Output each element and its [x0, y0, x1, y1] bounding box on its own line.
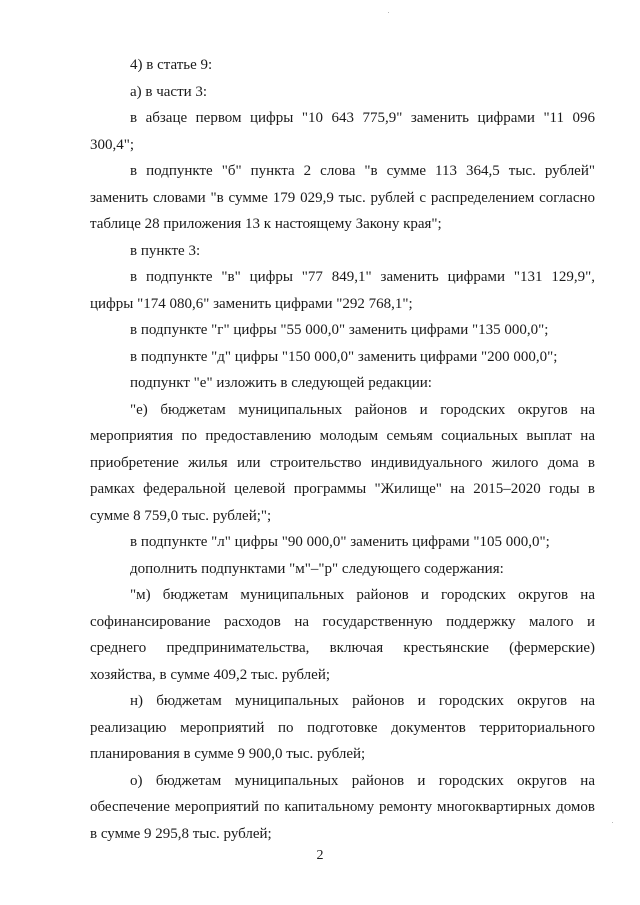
paragraph-subpoint-m: "м) бюджетам муниципальных районов и городских округов на софинансирование расходов на государственную поддержку малого и среднего предпринимательства, включая крестьянские (фермерские) хозяйства, в сумме 409,2 тыс. рублей; — [90, 587, 595, 683]
paragraph-subpoint-e-intro: подпункт "е" изложить в следующей редакции: — [130, 375, 432, 391]
paragraph-subpoint-e-text: "е) бюджетам муниципальных районов и городских округов на мероприятия по предоставлению молодым семьям социальных выплат на приобретение жилья или строительство индивидуального жилого дома в рамках федеральной целевой программы "Жилище" на 2015–2020 годы в сумме 8 759,0 тыс. рублей;"; — [90, 401, 595, 524]
paragraph-subpoint-o: о) бюджетам муниципальных районов и городских округов на обеспечение мероприятий по капитальному ремонту многоквартирных домов в сумме 9 295,8 тыс. рублей; — [90, 772, 595, 842]
paragraph-article-9: 4) в статье 9: — [130, 57, 213, 73]
scan-speck — [388, 12, 389, 13]
document-body — [90, 52, 595, 847]
paragraph-part-3: а) в части 3: — [130, 83, 208, 100]
scan-speck — [612, 822, 613, 823]
paragraph-subpoint-g: в подпункте "г" цифры "55 000,0" заменить цифрами "135 000,0"; — [130, 322, 549, 338]
paragraph-point-3: в пункте 3: — [130, 242, 201, 259]
paragraph-subpoint-d: в подпункте "д" цифры "150 000,0" заменить цифрами "200 000,0"; — [130, 348, 558, 365]
page-number: 2 — [316, 848, 324, 863]
paragraph-subpoint-v: в подпункте "в" цифры "77 849,1" заменить цифрами "131 129,9", цифры "174 080,6" заменить цифрами "292 768,1"; — [90, 269, 595, 312]
paragraph-first-abzac: в абзаце первом цифры "10 643 775,9" заменить цифрами "11 096 300,4"; — [90, 110, 595, 153]
paragraph-add-subpoints: дополнить подпунктами "м"–"р" следующего содержания: — [130, 560, 504, 577]
paragraph-subpoint-l: в подпункте "л" цифры "90 000,0" заменить цифрами "105 000,0"; — [130, 534, 550, 550]
paragraph-subpoint-b: в подпункте "б" пункта 2 слова "в сумме 113 364,5 тыс. рублей" заменить словами "в сумме 179 029,9 тыс. рублей с распределением согласно таблице 28 приложения 13 к настоящему Закону края"; — [90, 163, 595, 232]
paragraph-subpoint-n: н) бюджетам муниципальных районов и городских округов на реализацию мероприятий по подготовке документов территориального планирования в сумме 9 900,0 тыс. рублей; — [90, 693, 595, 762]
